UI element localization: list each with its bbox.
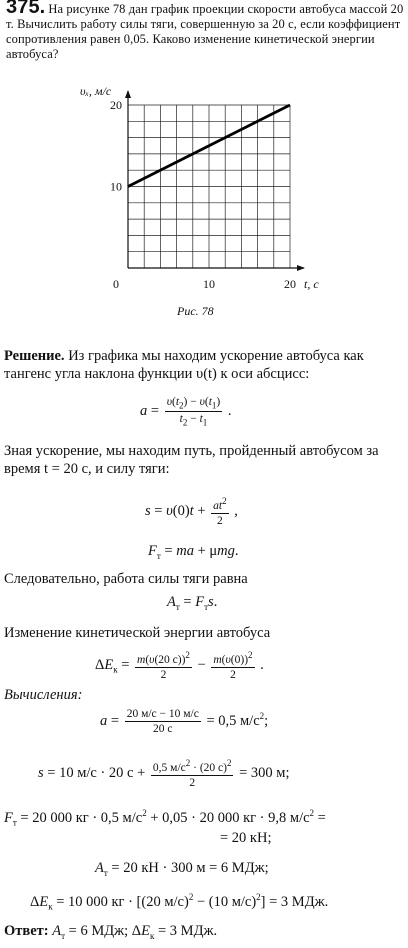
equation-force: $F_т$ = ma + μmg. bbox=[148, 543, 239, 561]
y-axis-label: υₓ, м/с bbox=[80, 84, 112, 98]
x-axis-arrow bbox=[297, 265, 305, 271]
solution-text-4: Изменение кинетической энергии автобуса bbox=[4, 625, 271, 641]
calc-force-line-1: $F_т = 20$ 000 кг · 0,5 $м/с^2 + 0,05 \cdot 20$ 000 кг · 9,8 $м/с^2$ = bbox=[4, 808, 326, 828]
calc-kinetic-energy: $\Delta E_к = 10$ 000 кг · [(20 м/с)$^2$ − (10 м/с)$^2$] = 3 МДж. bbox=[30, 892, 329, 912]
solution-text-1: Из графика мы находим ускорение автобуса как тангенс угла наклона функции υ(t) к оси абсцисс: bbox=[4, 348, 364, 382]
y-tick-label: 10 bbox=[110, 179, 122, 194]
x-axis-label: t, с bbox=[304, 277, 319, 291]
velocity-graph bbox=[0, 78, 408, 298]
graph-axes bbox=[80, 84, 319, 291]
calc-work: $A_т = 20$ кН · 300 м = 6 МДж; bbox=[95, 860, 269, 878]
y-axis-arrow bbox=[125, 90, 131, 98]
equation-work: $A_т = F_тs$. bbox=[167, 594, 218, 612]
calculations-heading: Вычисления: bbox=[4, 687, 83, 703]
x-tick-label: 0 bbox=[113, 277, 119, 291]
problem-statement bbox=[6, 0, 404, 62]
calc-acceleration: a = $\frac{20 м/с - 10 м/с}{20 с}$ = 0,5 $м/с^2$; bbox=[100, 708, 269, 735]
calc-force-line-2: = 20 кН; bbox=[220, 830, 272, 846]
x-tick-label: 10 bbox=[203, 277, 215, 291]
problem-number: 375. bbox=[6, 0, 46, 18]
answer-text: $A_т = 6$ МДж; $\Delta E_к = 3$ МДж. bbox=[52, 923, 218, 941]
equation-acceleration: a = $\frac{\upsilon(t_2) - \upsilon(t_1)}{t_2 - t_1}$ . bbox=[140, 396, 232, 428]
x-tick-label: 20 bbox=[284, 277, 296, 291]
figure-caption: Рис. 78 bbox=[177, 304, 214, 318]
equation-distance: s = υ(0)t + $\frac{at^2}{2}$ , bbox=[145, 496, 238, 527]
graph-grid bbox=[128, 105, 290, 268]
answer-line bbox=[4, 922, 217, 945]
solution-heading: Решение. bbox=[4, 348, 65, 364]
calc-distance: s = 10 м/с · 20 с + $\frac{0,5 м/с^2 \cdot (20 с)^2}{2}$ = 300 м; bbox=[38, 758, 290, 789]
answer-label: Ответ: bbox=[4, 923, 49, 939]
solution-paragraph-1 bbox=[4, 347, 404, 383]
problem-text: На рисунке 78 дан график проекции скорости автобуса массой 20 т. Вычислить работу силы тяги, совершенную за 20 с, если коэффициент сопротивления равен 0,05. Каково изменение кинетической энергии автобуса? bbox=[6, 2, 404, 61]
solution-text-3: Следовательно, работа силы тяги равна bbox=[4, 571, 248, 587]
solution-text-2: Зная ускорение, мы находим путь, пройденный автобусом за время t = 20 с, и силу тяги: bbox=[4, 443, 379, 477]
y-tick-label: 20 bbox=[110, 98, 122, 112]
equation-kinetic-energy: $\Delta E_к$ = $\frac{m(\upsilon(20 с))^2}{2}$ − $\frac{m(\upsilon(0))^2}{2}$ . bbox=[95, 650, 264, 681]
